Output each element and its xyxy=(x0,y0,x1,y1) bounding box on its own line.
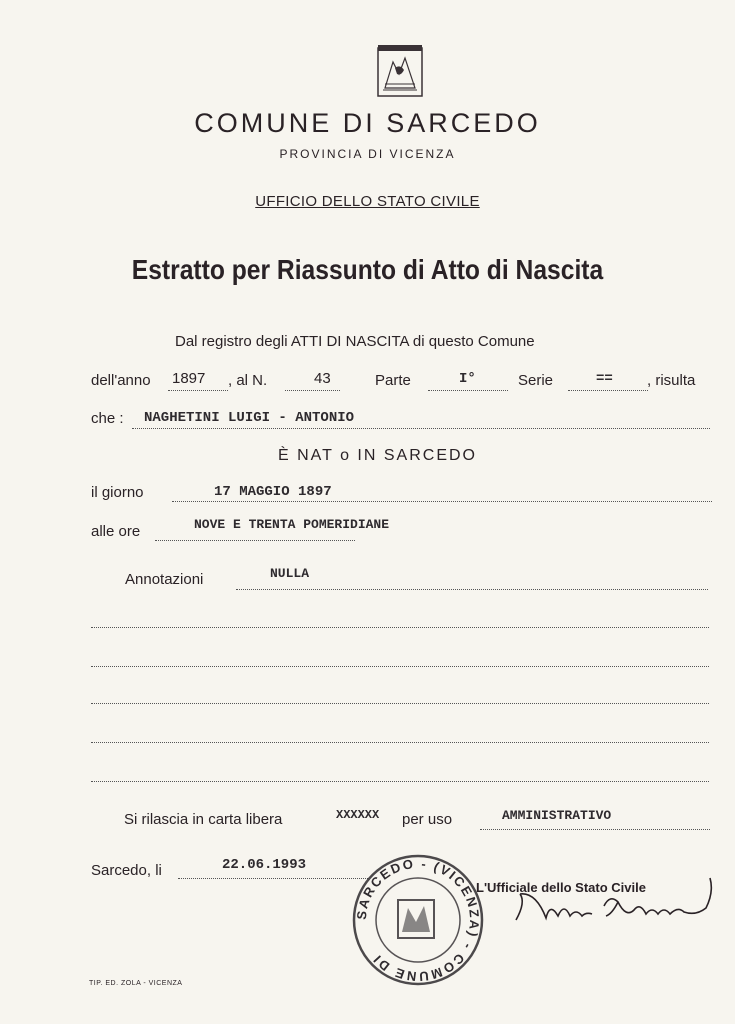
year-line xyxy=(168,390,228,391)
part-line xyxy=(428,390,508,391)
use-value: AMMINISTRATIVO xyxy=(502,808,612,823)
place-label: Sarcedo, li xyxy=(91,862,162,879)
use-line xyxy=(480,829,710,830)
day-line xyxy=(172,501,712,502)
results-label: , risulta xyxy=(647,372,696,389)
who-label: che : xyxy=(91,410,124,427)
notes-value: NULLA xyxy=(270,566,310,581)
birth-date: 17 MAGGIO 1897 xyxy=(214,484,332,500)
office-heading-text: UFFICIO DELLO STATO CIVILE xyxy=(255,193,480,210)
printer-credit: TIP. ED. ZOLA - VICENZA xyxy=(89,980,183,987)
province-subtitle: PROVINCIA DI VICENZA xyxy=(279,147,456,161)
series-line xyxy=(568,390,648,391)
stamp-ring-text: SARCEDO - (VICENZA) - COMUNE DI xyxy=(353,855,483,985)
blank-line-1 xyxy=(91,627,709,628)
person-name: NAGHETINI LUIGI - ANTONIO xyxy=(144,410,355,426)
notes-label: Annotazioni xyxy=(125,571,204,588)
issue-crossed-out: XXXXXX xyxy=(336,808,380,822)
document-title: Estratto per Riassunto di Atto di Nascita xyxy=(131,254,604,285)
born-statement: È NAT o IN SARCEDO xyxy=(278,447,477,464)
municipality-title: COMUNE DI SARCEDO xyxy=(194,108,541,138)
blank-line-5 xyxy=(91,781,709,782)
issue-label-start: Si rilascia in carta libera xyxy=(124,811,283,828)
office-heading xyxy=(0,193,735,211)
intro-text: Dal registro degli ATTI DI NASCITA di questo Comune xyxy=(175,333,535,350)
blank-line-3 xyxy=(91,703,709,704)
issue-date: 22.06.1993 xyxy=(222,857,307,873)
hour-label: alle ore xyxy=(91,523,141,540)
name-line xyxy=(132,428,710,429)
official-stamp xyxy=(350,852,486,988)
series-value: == xyxy=(596,371,613,387)
part-value: I° xyxy=(459,371,476,387)
year-label: dell'anno xyxy=(91,372,151,389)
number-line xyxy=(285,390,340,391)
number-label: , al N. xyxy=(228,372,268,389)
year-value: 1897 xyxy=(172,370,206,387)
part-label: Parte xyxy=(375,372,411,389)
number-value: 43 xyxy=(314,370,331,387)
date-line xyxy=(178,878,368,879)
notes-line xyxy=(236,589,708,590)
day-label: il giorno xyxy=(91,484,144,501)
issue-label-end: per uso xyxy=(402,811,453,828)
handwritten-signature xyxy=(506,872,720,942)
hour-line xyxy=(155,540,355,541)
blank-line-4 xyxy=(91,742,709,743)
official-title: L'Ufficiale dello Stato Civile xyxy=(476,880,646,895)
series-label: Serie xyxy=(518,372,554,389)
coat-of-arms-emblem xyxy=(377,44,423,100)
blank-line-2 xyxy=(91,666,709,667)
birth-hour: NOVE E TRENTA POMERIDIANE xyxy=(194,517,390,532)
